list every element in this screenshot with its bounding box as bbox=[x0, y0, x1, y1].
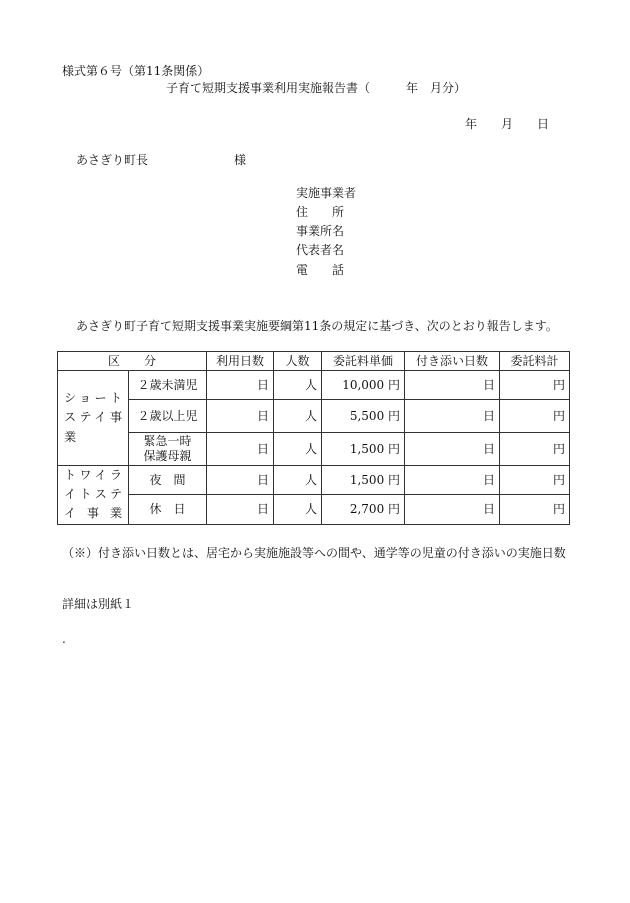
escort-days-cell: 日 bbox=[405, 400, 500, 433]
operator-label: 実施事業者 bbox=[296, 186, 357, 200]
table-row bbox=[58, 466, 570, 495]
people-cell: 人 bbox=[274, 433, 322, 466]
short-stay-label: ショートステイ事業 bbox=[58, 371, 129, 466]
details-reference: 詳細は別紙１ bbox=[62, 597, 135, 611]
form-number: 様式第６号（第11条関係） bbox=[62, 64, 210, 78]
header-category: 区 分 bbox=[58, 352, 207, 371]
table-header-row bbox=[58, 352, 570, 371]
unit-price-cell: 1,500 円 bbox=[322, 433, 405, 466]
escort-days-cell: 日 bbox=[405, 495, 500, 524]
people-cell: 人 bbox=[274, 371, 322, 400]
escort-days-cell: 日 bbox=[405, 371, 500, 400]
row-subcategory: ２歳未満児 bbox=[129, 371, 207, 400]
total-fee-cell: 円 bbox=[500, 495, 570, 524]
document-title: 子育て短期支援事業利用実施報告書（ 年 月分） bbox=[166, 81, 467, 95]
phone-label: 電 話 bbox=[296, 263, 345, 277]
address-label: 住 所 bbox=[296, 205, 345, 219]
escort-days-note: （※）付き添い日数とは、居宅から実施施設等への間や、通学等の児童の付き添いの実施日数 bbox=[62, 546, 566, 560]
row-subcategory: 夜 間 bbox=[129, 466, 207, 495]
table-row bbox=[58, 495, 570, 524]
table-row bbox=[58, 371, 570, 400]
office-name-label: 事業所名 bbox=[296, 224, 345, 238]
header-escort-days: 付き添い日数 bbox=[405, 352, 500, 371]
row-subcategory: 休 日 bbox=[129, 495, 207, 524]
usage-days-cell: 日 bbox=[207, 371, 274, 400]
total-fee-cell: 円 bbox=[500, 466, 570, 495]
addressee-suffix: 様 bbox=[234, 153, 247, 167]
row-subcategory: 緊急一時保護母親 bbox=[129, 433, 207, 466]
people-cell: 人 bbox=[274, 466, 322, 495]
trailing-dot: . bbox=[62, 632, 66, 646]
header-people: 人数 bbox=[274, 352, 322, 371]
escort-days-cell: 日 bbox=[405, 466, 500, 495]
people-cell: 人 bbox=[274, 495, 322, 524]
usage-days-cell: 日 bbox=[207, 433, 274, 466]
header-unit-price: 委託料単価 bbox=[322, 352, 405, 371]
unit-price-cell: 10,000 円 bbox=[322, 371, 405, 400]
table-row bbox=[58, 433, 570, 466]
date-line: 年 月 日 bbox=[465, 117, 550, 131]
usage-days-cell: 日 bbox=[207, 466, 274, 495]
intro-text: あさぎり町子育て短期支援事業実施要綱第11条の規定に基づき、次のとおり報告します。 bbox=[76, 319, 558, 333]
header-usage-days: 利用日数 bbox=[207, 352, 274, 371]
header-total-fee: 委託料計 bbox=[500, 352, 570, 371]
table-row bbox=[58, 400, 570, 433]
unit-price-cell: 2,700 円 bbox=[322, 495, 405, 524]
unit-price-cell: 1,500 円 bbox=[322, 466, 405, 495]
total-fee-cell: 円 bbox=[500, 371, 570, 400]
addressee: あさぎり町長 bbox=[76, 153, 149, 167]
people-cell: 人 bbox=[274, 400, 322, 433]
usage-days-cell: 日 bbox=[207, 400, 274, 433]
row-subcategory: ２歳以上児 bbox=[129, 400, 207, 433]
usage-days-cell: 日 bbox=[207, 495, 274, 524]
total-fee-cell: 円 bbox=[500, 433, 570, 466]
representative-label: 代表者名 bbox=[296, 243, 345, 257]
unit-price-cell: 5,500 円 bbox=[322, 400, 405, 433]
escort-days-cell: 日 bbox=[405, 433, 500, 466]
report-table bbox=[57, 351, 570, 525]
twilight-stay-label: トワイライトステイ事業 bbox=[58, 466, 129, 525]
total-fee-cell: 円 bbox=[500, 400, 570, 433]
